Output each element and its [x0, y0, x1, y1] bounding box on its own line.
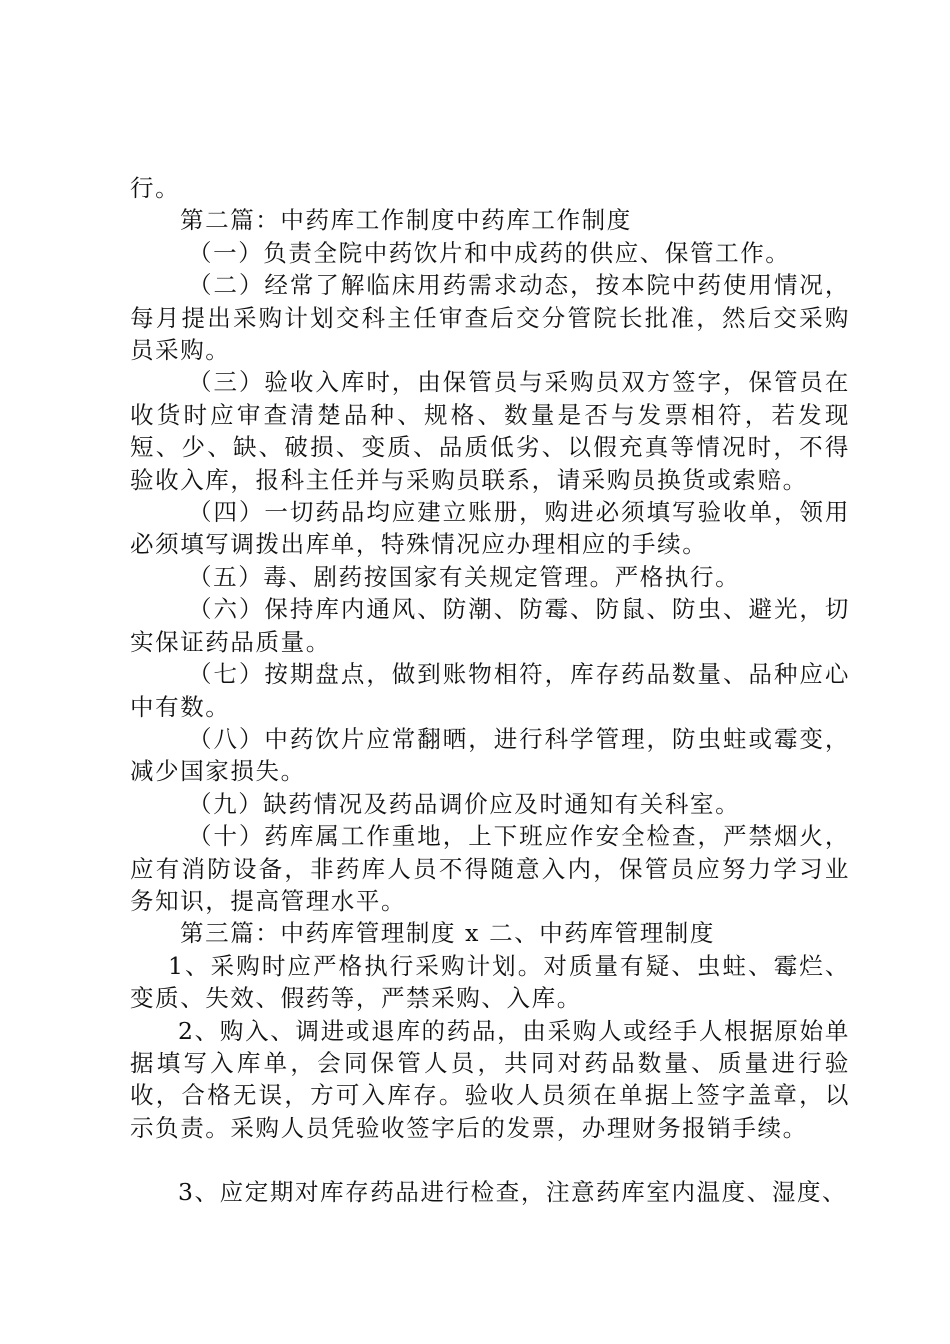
paragraph-item-10: （十）药库属工作重地，上下班应作安全检查，严禁烟火，应有消防设备，非药库人员不得随意入内，保管员应努力学习业务知识，提高管理水平。 — [130, 822, 850, 915]
paragraph-item-6: （六）保持库内通风、防潮、防霉、防鼠、防虫、避光，切实保证药品质量。 — [130, 595, 850, 656]
paragraph-rule-2: 2、购入、调进或退库的药品，由采购人或经手人根据原始单据填写入库单，会同保管人员，共同对药品数量、质量进行验收，合格无误，方可入库存。验收人员须在单据上签字盖章，以示负责。采购人员凭验收签字后的发票，办理财务报销手续。 — [130, 1016, 850, 1142]
paragraph-rule-3: 3、应定期对库存药品进行检查，注意药库室内温度、湿度、 — [178, 1178, 848, 1207]
paragraph-item-9: （九）缺药情况及药品调价应及时通知有关科室。 — [188, 789, 741, 818]
paragraph-item-2: （二）经常了解临床用药需求动态，按本院中药使用情况，每月提出采购计划交科主任审查后交分管院长批准，然后交采购员采购。 — [130, 271, 850, 365]
paragraph-item-5: （五）毒、剧药按国家有关规定管理。严格执行。 — [188, 562, 741, 591]
section-heading-part-2: 第二篇：中药库工作制度中药库工作制度 — [180, 206, 632, 235]
paragraph-item-8: （八）中药饮片应常翻晒，进行科学管理，防虫蛀或霉变，减少国家损失。 — [130, 724, 850, 786]
paragraph-gap — [130, 1144, 850, 1176]
paragraph-continuation: 行。 — [130, 174, 181, 202]
document-page — [130, 172, 850, 1209]
paragraph-item-7: （七）按期盘点，做到账物相符，库存药品数量、品种应心中有数。 — [130, 660, 850, 721]
paragraph-item-1: （一）负责全院中药饮片和中成药的供应、保管工作。 — [188, 238, 791, 267]
paragraph-item-3: （三）验收入库时，由保管员与采购员双方签字，保管员在收货时应审查清楚品种、规格、数量是否与发票相符，若发现短、少、缺、破损、变质、品质低劣、以假充真等情况时，不得验收入库，报科主任并与采购员联系，请采购员换货或索赔。 — [130, 368, 850, 494]
paragraph-item-4: （四）一切药品均应建立账册，购进必须填写验收单，领用必须填写调拨出库单，特殊情况应办理相应的手续。 — [130, 498, 850, 559]
paragraph-rule-1: 1、采购时应严格执行采购计划。对质量有疑、虫蛀、霉烂、变质、失效、假药等，严禁采购、入库。 — [130, 951, 850, 1013]
section-heading-part-3: 第三篇：中药库管理制度 x 二、中药库管理制度 — [180, 919, 715, 948]
